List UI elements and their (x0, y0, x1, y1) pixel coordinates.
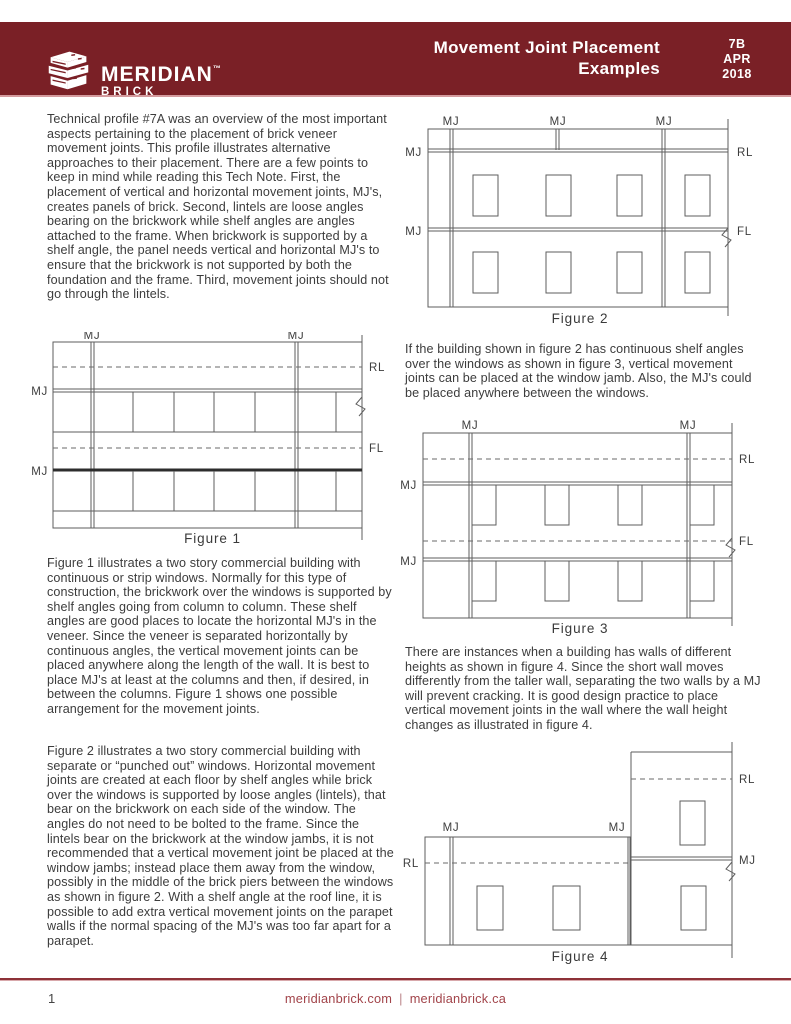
issue-code: 7B (728, 37, 746, 51)
mj-label: MJ (608, 822, 626, 834)
document-title-line2: Examples (578, 58, 660, 78)
figure-4-caption: Figure 4 (551, 949, 609, 964)
brand-name: MERIDIAN (101, 63, 213, 86)
floor-line-label: FL (369, 443, 384, 455)
issue-block (705, 37, 769, 82)
mj-label: MJ (655, 116, 673, 128)
issue-month: APR (723, 52, 751, 66)
roof-line-label: RL (737, 147, 754, 159)
mj-label: MJ (461, 420, 479, 432)
figure-3-caption: Figure 3 (551, 621, 609, 636)
document-title (434, 38, 660, 79)
trademark-symbol: ™ (212, 64, 221, 73)
footer-separator: | (399, 991, 403, 1006)
mj-label: MJ (442, 116, 460, 128)
link-meridianbrick-com[interactable]: meridianbrick.com (284, 991, 393, 1006)
figure-1-caption: Figure 1 (184, 531, 241, 546)
figure-4-paragraph: There are instances when a building has walls of different heights as shown in figure 4. Since the short wall moves differently from the taller wall, separating the two walls by a MJ will prevent cracking. It is good design practice to place vertical movement joints in the wall where the wall height changes as illustrated in figure 4. (405, 645, 761, 732)
footer-links (0, 991, 791, 1006)
roof-line-label: RL (739, 774, 756, 786)
mj-label: MJ (31, 386, 48, 398)
brand-text (101, 59, 221, 98)
issue-year: 2018 (722, 67, 752, 81)
figure-1-diagram (30, 332, 395, 544)
meridian-brick-logo-icon (45, 47, 92, 92)
intro-paragraph: Technical profile #7A was an overview of the most important aspects pertaining to the placement of brick veneer movement joints. This profile illustrates alternative approaches to their placement. There are a few points to keep in mind while reading this Tech Note. First, the placement of vertical and horizontal movement joints, MJ's, creates panels of brick. Second, lintels are loose angles bearing on the brickwork while shelf angles are angles attached to the frame. When brickwork is supported by a shelf angle, the panel needs vertical and horizontal MJ's to ensure that the brickwork is not supported by both the foundation and the frame. Third, movement joints should not go through the lintels. (47, 112, 389, 302)
mj-label: MJ (405, 147, 422, 159)
link-meridianbrick-ca[interactable]: meridianbrick.ca (409, 991, 507, 1006)
mj-label: MJ (31, 466, 48, 478)
brand-logo (45, 47, 221, 98)
floor-line-label: FL (739, 536, 754, 548)
floor-line-label: FL (737, 226, 752, 238)
header-band (0, 22, 791, 97)
figure-2-caption: Figure 2 (551, 311, 609, 326)
figure-1-paragraph: Figure 1 illustrates a two story commercial building with continuous or strip windows. Normally for this type of construction, the brickwork over the windows is supported by shelf angles going from column to column. These shelf angles are good places to locate the horizontal MJ's in the veneer. Since the veneer is separated horizontally by continuous angles, the vertical movement joints can be placed anywhere along the length of the wall. It is best to place MJ's at least at the columns and then, if desired, in between the columns. Figure 1 shows one possible arrangement for the movement joints. (47, 556, 392, 716)
document-title-line1: Movement Joint Placement (433, 38, 660, 57)
figure-4-diagram (400, 738, 760, 960)
figure-2-diagram (400, 110, 760, 322)
mj-label: MJ (442, 822, 460, 834)
footer-rule (0, 978, 791, 981)
mj-label: MJ (405, 226, 422, 238)
page-number: 1 (48, 991, 56, 1006)
brand-sub-name: BRICK (101, 86, 158, 98)
mj-label: MJ (739, 855, 756, 867)
roof-line-label: RL (402, 858, 419, 870)
figure-2-paragraph: Figure 2 illustrates a two story commercial building with separate or “punched out” windows. Horizontal movement joints are created at each floor by shelf angles while brick over the windows is supported by loose angles (lintels), that bear on the brickwork on each side of the window. The angles do not need to be bolted to the frame. Since the lintels bear on the brickwork at the window jambs, it is not recommended that a vertical movement joint be placed at the window jambs; instead place them away from the window, possibly in the middle of the brick piers between the windows as shown in figure 2. With a shelf angle at the roof line, it is possible to add extra vertical movement joints on the parapet walls if the normal spacing of the MJ's was too far apart for a parapet. (47, 744, 394, 948)
roof-line-label: RL (739, 454, 756, 466)
mj-label: MJ (83, 332, 101, 342)
figure-3-diagram (400, 418, 760, 630)
mj-label: MJ (679, 420, 697, 432)
mj-label: MJ (400, 556, 417, 568)
mj-label: MJ (549, 116, 567, 128)
figure-3-paragraph: If the building shown in figure 2 has continuous shelf angles over the windows as shown in figure 3, vertical movement joints can be placed at the window jamb. Also, the MJ's could be placed anywhere between the windows. (405, 342, 752, 400)
mj-label: MJ (287, 332, 305, 342)
mj-label: MJ (400, 480, 417, 492)
roof-line-label: RL (369, 362, 386, 374)
